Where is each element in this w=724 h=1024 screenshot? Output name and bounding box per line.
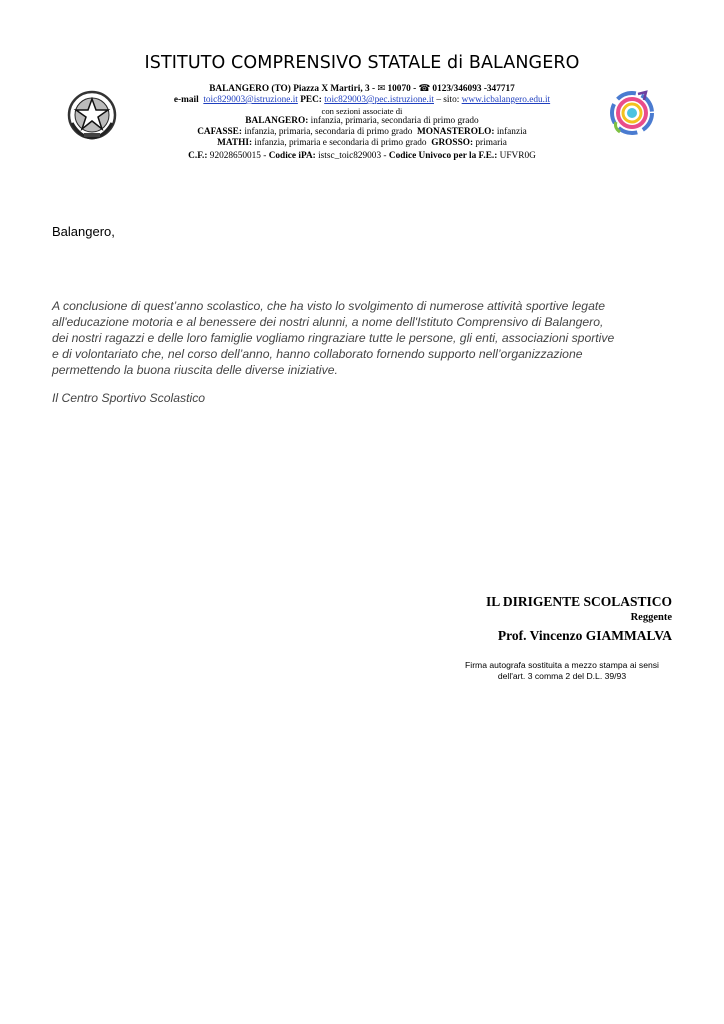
header-cap: 10070 - bbox=[387, 84, 417, 94]
monasterolo-value: infanzia bbox=[496, 127, 527, 137]
signature-title: IL DIRIGENTE SCOLASTICO bbox=[485, 594, 672, 609]
pec-link[interactable]: toic829003@pec.istruzione.it bbox=[324, 95, 434, 105]
cafasse-label: CAFASSE: bbox=[197, 127, 242, 137]
header-address: BALANGERO (TO) Piazza X Martiri, 3 - bbox=[209, 84, 376, 94]
signature-name: Prof. Vincenzo GIAMMALVA bbox=[497, 628, 672, 643]
centro-sportivo-signature: Il Centro Sportivo Scolastico bbox=[52, 391, 206, 405]
grosso-value: primaria bbox=[475, 138, 507, 148]
email-label: e-mail bbox=[173, 95, 199, 105]
cf-value: 92028650015 - bbox=[209, 151, 267, 161]
cafasse-value: infanzia, primaria, secondaria di primo grado bbox=[244, 127, 413, 137]
signature-note-line: Firma autografa sostituita a mezzo stampa ai sensi bbox=[465, 660, 659, 670]
header-cafasse-line bbox=[0, 127, 724, 138]
envelope-icon: ✉ bbox=[377, 84, 386, 94]
fe-value: UFVR0G bbox=[499, 151, 536, 161]
signature-role: Reggente bbox=[630, 612, 672, 623]
cf-label: C.F.: bbox=[188, 151, 208, 161]
header-associated: con sezioni associate di bbox=[321, 106, 403, 116]
header-codes-line bbox=[0, 151, 724, 162]
site-link[interactable]: www.icbalangero.edu.it bbox=[461, 95, 551, 105]
balangero-label: BALANGERO: bbox=[245, 116, 309, 126]
ipa-value: istsc_toic829003 - bbox=[318, 151, 387, 161]
header-phone: 0123/346093 -347717 bbox=[432, 84, 515, 94]
balangero-value: infanzia, primaria, secondaria di primo grado bbox=[310, 116, 479, 126]
letter-body-line: permettendo la buona riuscita delle diverse iniziative. bbox=[52, 363, 338, 377]
letter-body-line: dei nostri ragazzi e delle loro famiglie vogliamo ringraziare tutte le persone, gli enti, associazioni sportive bbox=[52, 331, 615, 345]
site-label: – sito: bbox=[436, 95, 460, 105]
letter-body-line: e di volontariato che, nel corso dell’anno, hanno collaborato fornendo supporto nell’organizzazione bbox=[52, 347, 583, 361]
letter-body-line: A conclusione di quest’anno scolastico, che ha visto lo svolgimento di numerose attività sportive legate bbox=[52, 299, 606, 313]
email-link[interactable]: toic829003@istruzione.it bbox=[203, 95, 298, 105]
header-contacts-line bbox=[0, 95, 724, 106]
mathi-label: MATHI: bbox=[217, 138, 253, 148]
fe-label: Codice Univoco per la F.E.: bbox=[388, 151, 498, 161]
letter-body-line: all'educazione motoria e al benessere dei nostri alunni, a nome dell'Istituto Comprensivo di Balangero, bbox=[52, 315, 604, 329]
header-balangero-line bbox=[0, 116, 724, 127]
mathi-value: infanzia, primaria e secondaria di primo grado bbox=[254, 138, 427, 148]
signature-note bbox=[452, 660, 672, 681]
header-address-line bbox=[0, 84, 724, 95]
grosso-label: GROSSO: bbox=[431, 138, 474, 148]
letter-body bbox=[52, 298, 682, 378]
telephone-icon: ☎ bbox=[418, 84, 431, 94]
letter-place: Balangero, bbox=[52, 224, 115, 239]
ipa-label: Codice iPA: bbox=[268, 151, 316, 161]
monasterolo-label: MONASTEROLO: bbox=[417, 127, 495, 137]
header-mathi-line bbox=[0, 138, 724, 149]
pec-label: PEC: bbox=[300, 95, 322, 105]
signature-note-line: dell'art. 3 comma 2 del D.L. 39/93 bbox=[497, 670, 627, 681]
header-title: ISTITUTO COMPRENSIVO STATALE di BALANGERO bbox=[144, 53, 580, 73]
